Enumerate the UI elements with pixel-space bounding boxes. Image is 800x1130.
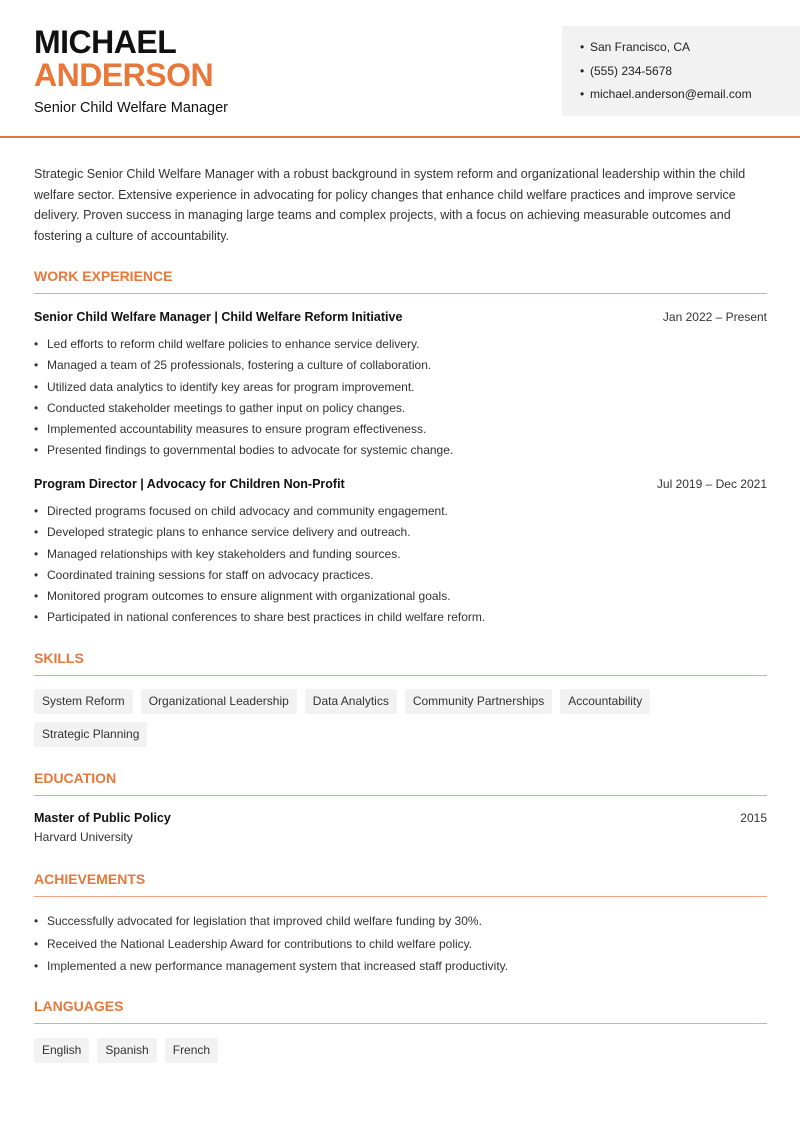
job-bullets bbox=[34, 503, 767, 631]
summary: Strategic Senior Child Welfare Manager with a robust background in system reform and organizational leadership within the child welfare sector. Extensive experience in advocating for policy changes that enhance child welfare practices and improve service delivery. Proven success in managing large teams and complex projects, with a focus on achieving measurable outcomes and fostering a culture of accountability. bbox=[34, 167, 746, 244]
languages-list bbox=[34, 1038, 767, 1063]
skill-chip: System Reform bbox=[34, 689, 133, 714]
list-item: • Implemented a new performance management system that increased staff productivity. bbox=[34, 958, 767, 981]
list-item: • Successfully advocated for legislation that improved child welfare funding by 30%. bbox=[34, 913, 767, 936]
candidate-title: Senior Child Welfare Manager bbox=[34, 100, 228, 116]
job-entry bbox=[34, 477, 767, 631]
job-entry bbox=[34, 310, 767, 464]
achievements-list bbox=[34, 913, 767, 981]
education-entry bbox=[34, 811, 767, 844]
job-bullets bbox=[34, 336, 767, 464]
list-item: • Managed a team of 25 professionals, fostering a culture of collaboration. bbox=[34, 357, 767, 378]
education-year: 2015 bbox=[740, 811, 767, 825]
skill-chip: Community Partnerships bbox=[405, 689, 552, 714]
skill-chip: Accountability bbox=[560, 689, 650, 714]
list-item: • Coordinated training sessions for staff on advocacy practices. bbox=[34, 567, 767, 588]
last-name: ANDERSON bbox=[34, 57, 214, 93]
list-item: • Received the National Leadership Award for contributions to child welfare policy. bbox=[34, 936, 767, 959]
section-skills: SKILLS bbox=[34, 650, 767, 676]
list-item: • Developed strategic plans to enhance service delivery and outreach. bbox=[34, 524, 767, 545]
section-work-experience: WORK EXPERIENCE bbox=[34, 268, 767, 294]
contact-email: • michael.anderson@email.com bbox=[580, 86, 800, 110]
education-degree: Master of Public Policy bbox=[34, 811, 171, 825]
candidate-name bbox=[34, 26, 213, 92]
list-item: • Managed relationships with key stakeholders and funding sources. bbox=[34, 546, 767, 567]
list-item: • Presented findings to governmental bodies to advocate for systemic change. bbox=[34, 442, 767, 463]
language-chip: French bbox=[165, 1038, 218, 1063]
education-school: Harvard University bbox=[34, 830, 133, 844]
language-chip: English bbox=[34, 1038, 89, 1063]
language-chip: Spanish bbox=[97, 1038, 156, 1063]
section-education: EDUCATION bbox=[34, 770, 767, 796]
first-name: MICHAEL bbox=[34, 24, 177, 60]
skills-list bbox=[34, 689, 767, 747]
section-achievements: ACHIEVEMENTS bbox=[34, 871, 767, 897]
list-item: • Monitored program outcomes to ensure alignment with organizational goals. bbox=[34, 588, 767, 609]
list-item: • Led efforts to reform child welfare policies to enhance service delivery. bbox=[34, 336, 767, 357]
list-item: • Conducted stakeholder meetings to gather input on policy changes. bbox=[34, 400, 767, 421]
section-languages: LANGUAGES bbox=[34, 998, 767, 1024]
list-item: • Utilized data analytics to identify key areas for program improvement. bbox=[34, 379, 767, 400]
job-role: Senior Child Welfare Manager | Child Welfare Reform Initiative bbox=[34, 310, 403, 324]
list-item: • Participated in national conferences to share best practices in child welfare reform. bbox=[34, 609, 767, 630]
job-date: Jul 2019 – Dec 2021 bbox=[656, 477, 767, 491]
contact-phone: • (555) 234-5678 bbox=[580, 63, 800, 87]
list-item: • Directed programs focused on child advocacy and community engagement. bbox=[34, 503, 767, 524]
contact-location: • San Francisco, CA bbox=[580, 39, 800, 63]
skill-chip: Organizational Leadership bbox=[141, 689, 297, 714]
job-date: Jan 2022 – Present bbox=[662, 310, 767, 324]
skill-chip: Data Analytics bbox=[305, 689, 397, 714]
skill-chip: Strategic Planning bbox=[34, 722, 147, 747]
resume-header bbox=[0, 0, 800, 138]
job-role: Program Director | Advocacy for Children Non-Profit bbox=[34, 477, 345, 491]
contact-box bbox=[562, 26, 800, 116]
list-item: • Implemented accountability measures to ensure program effectiveness. bbox=[34, 421, 767, 442]
